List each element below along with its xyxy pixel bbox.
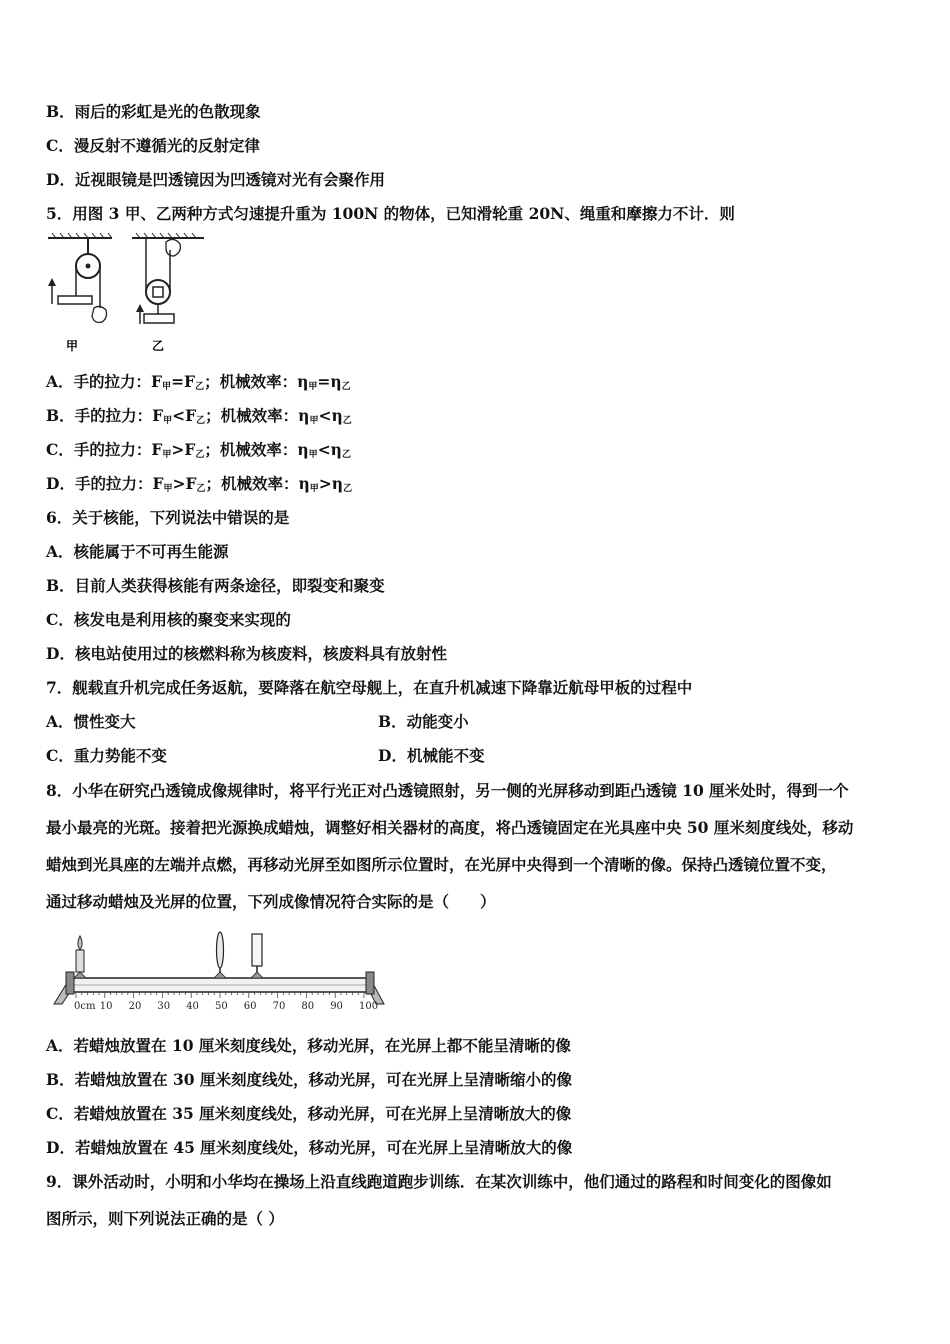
optical-bench-figure xyxy=(46,928,392,1012)
ruler-label: 50 xyxy=(215,1001,228,1012)
q5-option-a: A．手的拉力：$F_甲=F_乙$；机械效率：$\eta_甲=\eta_乙$ xyxy=(46,372,351,392)
q6-option-a: A．核能属于不可再生能源 xyxy=(46,542,229,561)
ruler-label: 80 xyxy=(301,1001,315,1012)
q8-option-a: A．若蜡烛放置在 10 厘米刻度线处，移动光屏，在光屏上都不能呈清晰的像 xyxy=(46,1036,571,1055)
label-jia: 甲 xyxy=(66,339,79,353)
q9-stem-line1: 9．课外活动时，小明和小华均在操场上沿直线跑道跑步训练．在某次训练中，他们通过的路程和时间变化的图像如 xyxy=(46,1172,832,1191)
q6-option-d: D．核电站使用过的核燃料称为核废料，核废料具有放射性 xyxy=(46,644,447,663)
q6-option-b: B．目前人类获得核能有两条途径，即裂变和聚变 xyxy=(46,576,385,595)
label-yi: 乙 xyxy=(152,339,165,353)
ruler-label: 0cm xyxy=(74,1001,96,1012)
ruler-label: 70 xyxy=(272,1001,286,1012)
q6-option-c: C．核发电是利用核的聚变来实现的 xyxy=(46,610,291,629)
ruler-label: 40 xyxy=(186,1001,199,1012)
q5-option-c: C．手的拉力：$F_甲>F_乙$；机械效率：$\eta_甲<\eta_乙$ xyxy=(46,440,351,460)
pulley-diagram xyxy=(44,232,214,354)
q6-stem: 6．关于核能，下列说法中错误的是 xyxy=(46,508,290,527)
q7-option-c: C．重力势能不变 xyxy=(46,746,167,765)
q4-option-d: D．近视眼镜是凹透镜因为凹透镜对光有会聚作用 xyxy=(46,170,385,189)
q8-option-c: C．若蜡烛放置在 35 厘米刻度线处，移动光屏，可在光屏上呈清晰放大的像 xyxy=(46,1104,572,1123)
ruler-label: 10 xyxy=(99,1001,113,1012)
q9-stem-line2: 图所示，则下列说法正确的是（ ） xyxy=(46,1209,284,1228)
q8-option-d: D．若蜡烛放置在 45 厘米刻度线处，移动光屏，可在光屏上呈清晰放大的像 xyxy=(46,1138,573,1157)
q8-stem-line1: 8．小华在研究凸透镜成像规律时，将平行光正对凸透镜照射，另一侧的光屏移动到距凸透镜 10 厘米处时，得到一个 xyxy=(46,781,849,800)
q7-option-b: B．动能变小 xyxy=(378,712,469,731)
q7-stem: 7．舰载直升机完成任务返航，要降落在航空母舰上，在直升机减速下降靠近航母甲板的过程中 xyxy=(46,678,693,697)
q4-option-c: C．漫反射不遵循光的反射定律 xyxy=(46,136,260,155)
ruler-label: 90 xyxy=(330,1001,343,1012)
ruler-label: 100 xyxy=(359,1001,379,1012)
pulley-figure xyxy=(44,232,214,354)
q8-stem-line2: 最小最亮的光斑。接着把光源换成蜡烛，调整好相关器材的高度，将凸透镜固定在光具座中央 50 厘米刻度线处，移动 xyxy=(46,818,854,837)
optical-bench-diagram xyxy=(46,928,392,1012)
q8-stem-line3: 蜡烛到光具座的左端并点燃，再移动光屏至如图所示位置时，在光屏中央得到一个清晰的像。保持凸透镜位置不变， xyxy=(46,855,837,874)
q8-option-b: B．若蜡烛放置在 30 厘米刻度线处，移动光屏，可在光屏上呈清晰缩小的像 xyxy=(46,1070,572,1089)
q5-option-d: D．手的拉力：$F_甲>F_乙$；机械效率：$\eta_甲>\eta_乙$ xyxy=(46,474,353,494)
ruler-label: 60 xyxy=(243,1001,257,1012)
ruler-label: 30 xyxy=(157,1001,171,1012)
q8-stem-line4: 通过移动蜡烛及光屏的位置，下列成像情况符合实际的是（ ） xyxy=(46,892,496,911)
q5-option-b: B．手的拉力：$F_甲<F_乙$；机械效率：$\eta_甲<\eta_乙$ xyxy=(46,406,352,426)
ruler-label: 20 xyxy=(128,1001,142,1012)
q4-option-b: B．雨后的彩虹是光的色散现象 xyxy=(46,102,261,121)
q7-option-d: D．机械能不变 xyxy=(378,746,485,765)
q5-stem: 5．用图 3 甲、乙两种方式匀速提升重为 100N 的物体，已知滑轮重 20N、绳重和摩擦力不计．则 xyxy=(46,204,735,223)
q7-option-a: A．惯性变大 xyxy=(46,712,136,731)
